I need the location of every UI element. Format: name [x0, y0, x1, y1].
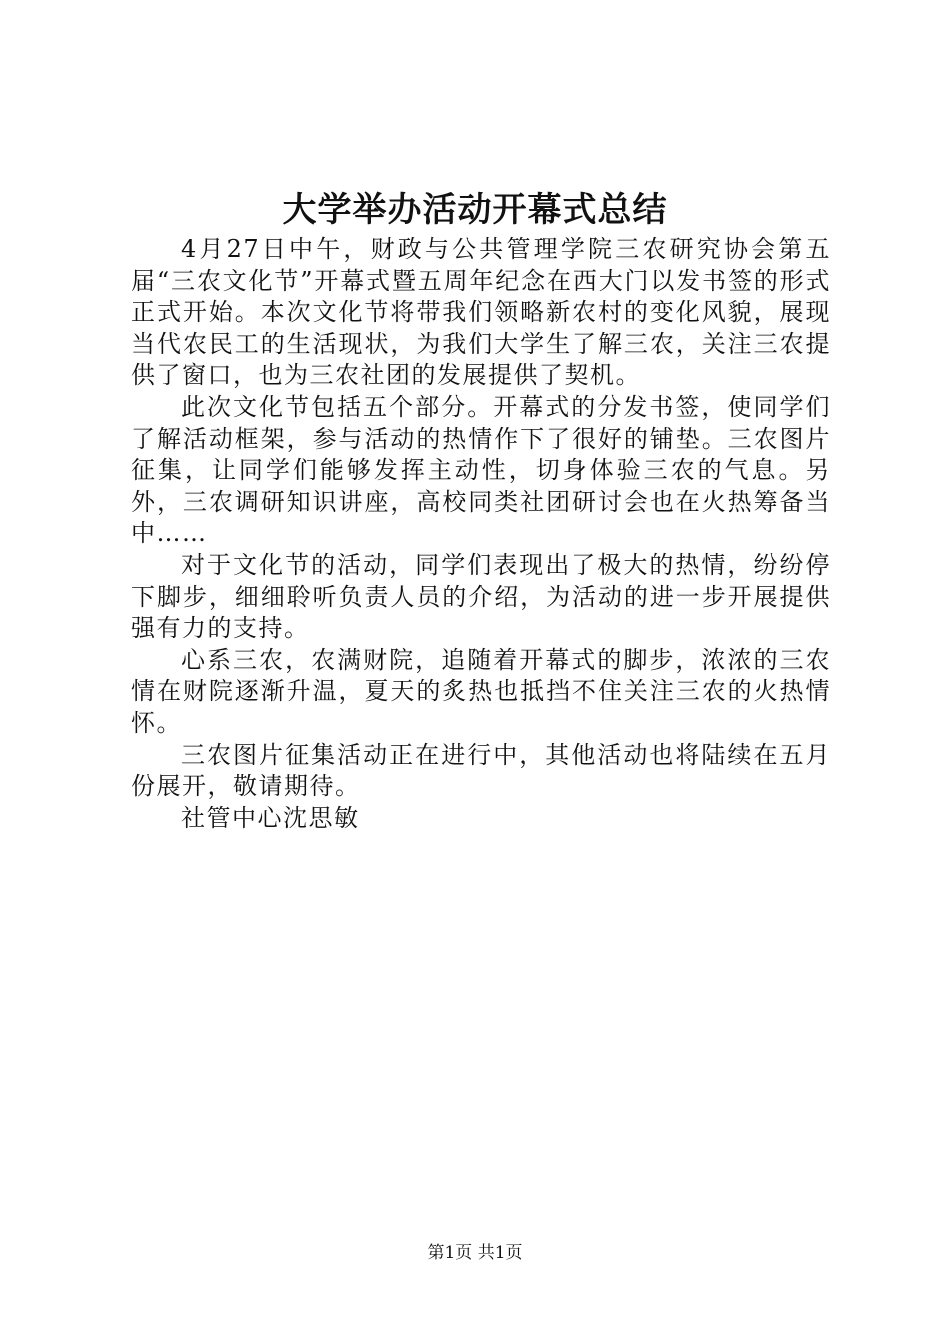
paragraph-1: 4月27日中午，财政与公共管理学院三农研究协会第五届“三农文化节”开幕式暨五周年纪念在西大门以发书签的形式正式开始。本次文化节将带我们领略新农村的变化风貌，展现当代农民工的生活现状，为我们大学生了解三农，关注三农提供了窗口，也为三农社团的发展提供了契机。 — [131, 235, 831, 390]
paragraph-4: 心系三农，农满财院，追随着开幕式的脚步，浓浓的三农情在财院逐渐升温，夏天的炙热也抵挡不住关注三农的火热情怀。 — [131, 645, 831, 737]
document-body — [131, 234, 831, 834]
paragraph-5: 三农图片征集活动正在进行中，其他活动也将陆续在五月份展开，敬请期待。 — [131, 740, 831, 801]
paragraph-3: 对于文化节的活动，同学们表现出了极大的热情，纷纷停下脚步，细细聆听负责人员的介绍，为活动的进一步开展提供强有力的支持。 — [131, 550, 831, 643]
paragraph-2: 此次文化节包括五个部分。开幕式的分发书签，使同学们了解活动框架，参与活动的热情作下了很好的铺垫。三农图片征集，让同学们能够发挥主动性，切身体验三农的气息。另外，三农调研知识讲座，高校同类社团研讨会也在火热筹备当中…… — [131, 392, 831, 548]
author-signature: 社管中心沈思敏 — [181, 803, 360, 832]
page-footer: 第1页 共1页 — [427, 1243, 523, 1263]
document-title: 大学举办活动开幕式总结 — [282, 190, 668, 230]
